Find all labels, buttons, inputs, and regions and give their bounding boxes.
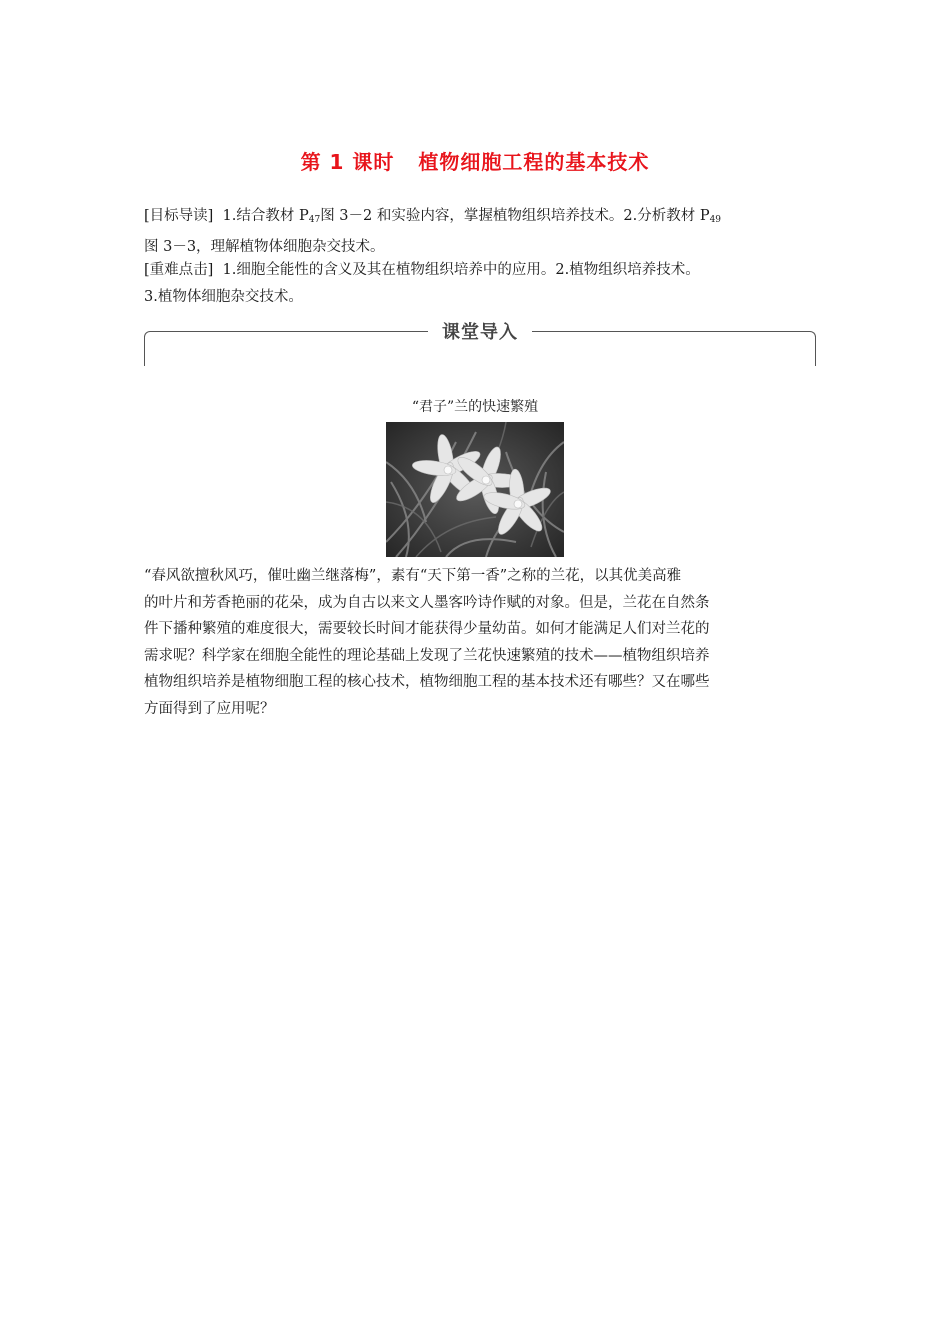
key-points-line-1: 1.细胞全能性的含义及其在植物组织培养中的应用。2.植物组织培养技术。 (222, 262, 700, 278)
section-heading: 课堂导入 (428, 318, 532, 344)
goals-text-a: 1.结合教材 P (222, 208, 309, 224)
paragraph-line: 的叶片和芳香艳丽的花朵，成为自古以来文人墨客吟诗作赋的对象。但是，兰花在自然条 (144, 594, 710, 611)
lesson-title (0, 146, 950, 175)
intro-paragraph (144, 563, 820, 722)
goals-page-ref-1: 47 (308, 215, 321, 225)
figure-caption: “君子”兰的快速繁殖 (411, 399, 539, 415)
lily-flowers-image (386, 422, 564, 557)
lesson-number: 第 1 课时 (300, 150, 395, 174)
key-points-line-2: 3.植物体细胞杂交技术。 (144, 289, 303, 305)
goals-page-ref-2: 49 (709, 215, 722, 225)
orchid-photo (386, 422, 564, 557)
learning-goals (144, 203, 816, 261)
lesson-topic: 植物细胞工程的基本技术 (418, 150, 650, 174)
goals-line-2: 图 3－3，理解植物体细胞杂交技术。 (144, 239, 385, 255)
paragraph-line: 件下播种繁殖的难度很大，需要较长时间才能获得少量幼苗。如何才能满足人们对兰花的 (144, 621, 710, 637)
key-points-label: [重难点击] (144, 262, 214, 278)
goals-text-b: 图 3－2 和实验内容，掌握植物组织培养技术。2.分析教材 P (320, 208, 710, 224)
paragraph-line: 方面得到了应用呢？ (144, 700, 275, 717)
key-points (144, 257, 816, 311)
paragraph-line: “春风欲擅秋风巧，催吐幽兰继落梅”，素有“天下第一香”之称的兰花，以其优美高雅 (144, 568, 682, 584)
goals-label: [目标导读] (144, 208, 214, 224)
paragraph-line: 植物组织培养是植物细胞工程的核心技术，植物细胞工程的基本技术还有哪些？又在哪些 (144, 674, 710, 690)
paragraph-line: 需求呢？科学家在细胞全能性的理论基础上发现了兰花快速繁殖的技术——植物组织培养 (144, 647, 710, 664)
section-header-frame (144, 322, 816, 366)
